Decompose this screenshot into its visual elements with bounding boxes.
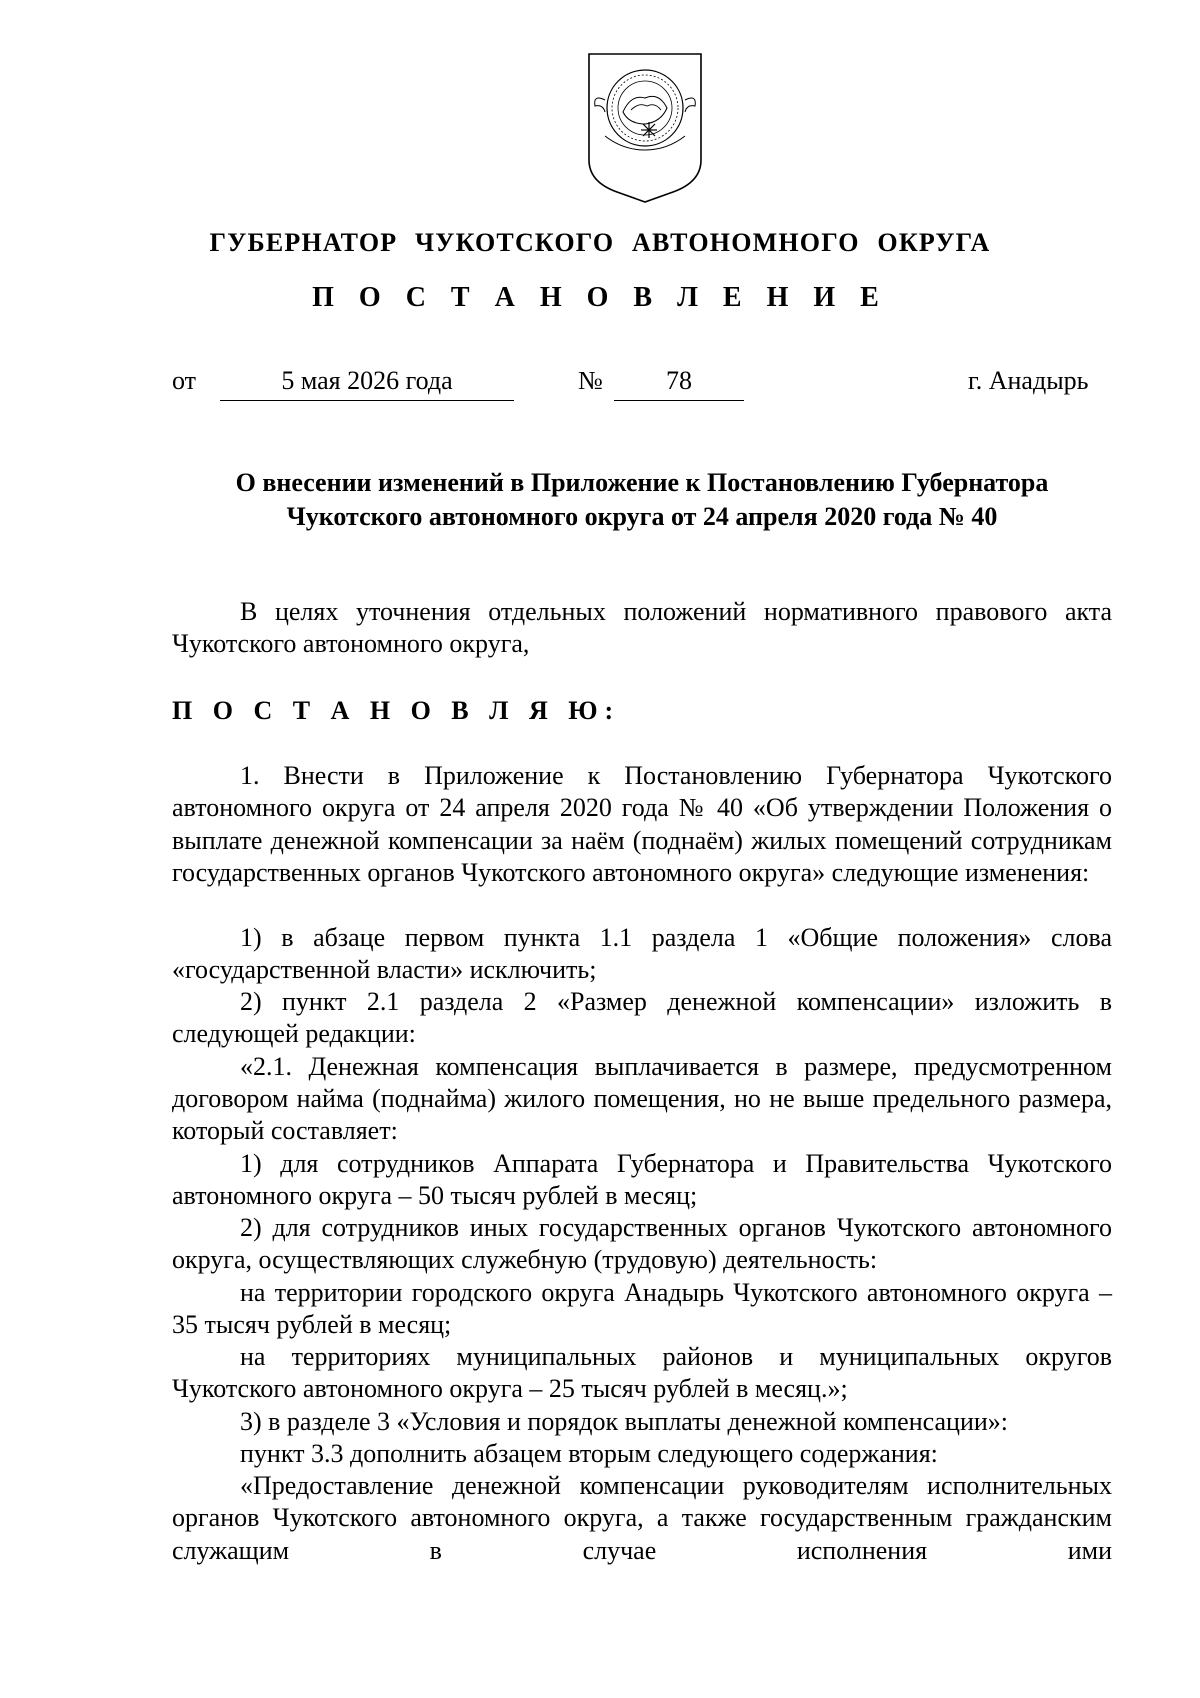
issuing-authority: ГУБЕРНАТОР ЧУКОТСКОГО АВТОНОМНОГО ОКРУГА [209, 228, 991, 257]
paragraph-anadyr: на территории городского округа Анадырь Чукотского автономного округа – 35 тысяч рублей в месяц; [172, 1277, 1112, 1339]
paragraph-continued: «Предоставление денежной компенсации руководителям исполнительных органов Чукотского автономного округа, а также государственным гражданским служащим в случае исполнения ими [172, 1471, 1112, 1565]
number-label: № [578, 366, 603, 395]
paragraph-item-3: 3) в разделе 3 «Условия и порядок выплаты денежной компенсации»: [240, 1406, 1009, 1436]
title-line-2: Чукотского автономного округа от 24 апреля 2020 года № 40 [286, 502, 998, 531]
title-line-1: О внесении изменений в Приложение к Постановлению Губернатора [235, 468, 1049, 497]
document-place: г. Анадырь [968, 366, 1089, 395]
number-underline [614, 400, 744, 401]
paragraph-item-1: 1) в абзаце первом пункта 1.1 раздела 1 «Общие положения» слова «государственной власти» исключить; [172, 922, 1112, 984]
paragraph-1: 1. Внести в Приложение к Постановлению Губернатора Чукотского автономного округа от 24 апреля 2020 года № 40 «Об утверждении Положения о выплате денежной компенсации за наём (поднаём) жилых помещений сотрудникам государственных органов Чукотского автономного округа» следующие изменения: [172, 761, 1112, 887]
document-number: 78 [666, 366, 692, 395]
paragraph-sub-1: 1) для сотрудников Аппарата Губернатора и Правительства Чукотского автономного округа – 50 тысяч рублей в месяц; [172, 1148, 1112, 1210]
paragraph-sub-2: 2) для сотрудников иных государственных органов Чукотского автономного округа, осуществляющих служебную (трудовую) деятельность: [172, 1213, 1112, 1275]
decree-word: П О С Т А Н О В Л Я Ю: [172, 696, 621, 725]
paragraph-districts: на территориях муниципальных районов и муниципальных округов Чукотского автономного округа – 25 тысяч рублей в месяц.»; [172, 1342, 1112, 1404]
paragraph-item-2: 2) пункт 2.1 раздела 2 «Размер денежной компенсации» изложить в следующей редакции: [172, 987, 1112, 1049]
preamble: В целях уточнения отдельных положений нормативного правового акта Чукотского автономного округа, [172, 597, 1112, 659]
document-type: П О С Т А Н О В Л Е Н И Е [312, 282, 888, 313]
document-date: 5 мая 2026 года [281, 366, 453, 395]
coat-of-arms-icon [583, 50, 707, 210]
date-label: от [172, 366, 197, 395]
paragraph-2-1: «2.1. Денежная компенсация выплачивается в размере, предусмотренном договором найма (поднайма) жилого помещения, но не выше предельного размера, который составляет: [172, 1051, 1112, 1146]
document-title [172, 466, 1112, 534]
date-underline [220, 400, 514, 401]
paragraph-3-3: пункт 3.3 дополнить абзацем вторым следующего содержания: [240, 1439, 938, 1468]
